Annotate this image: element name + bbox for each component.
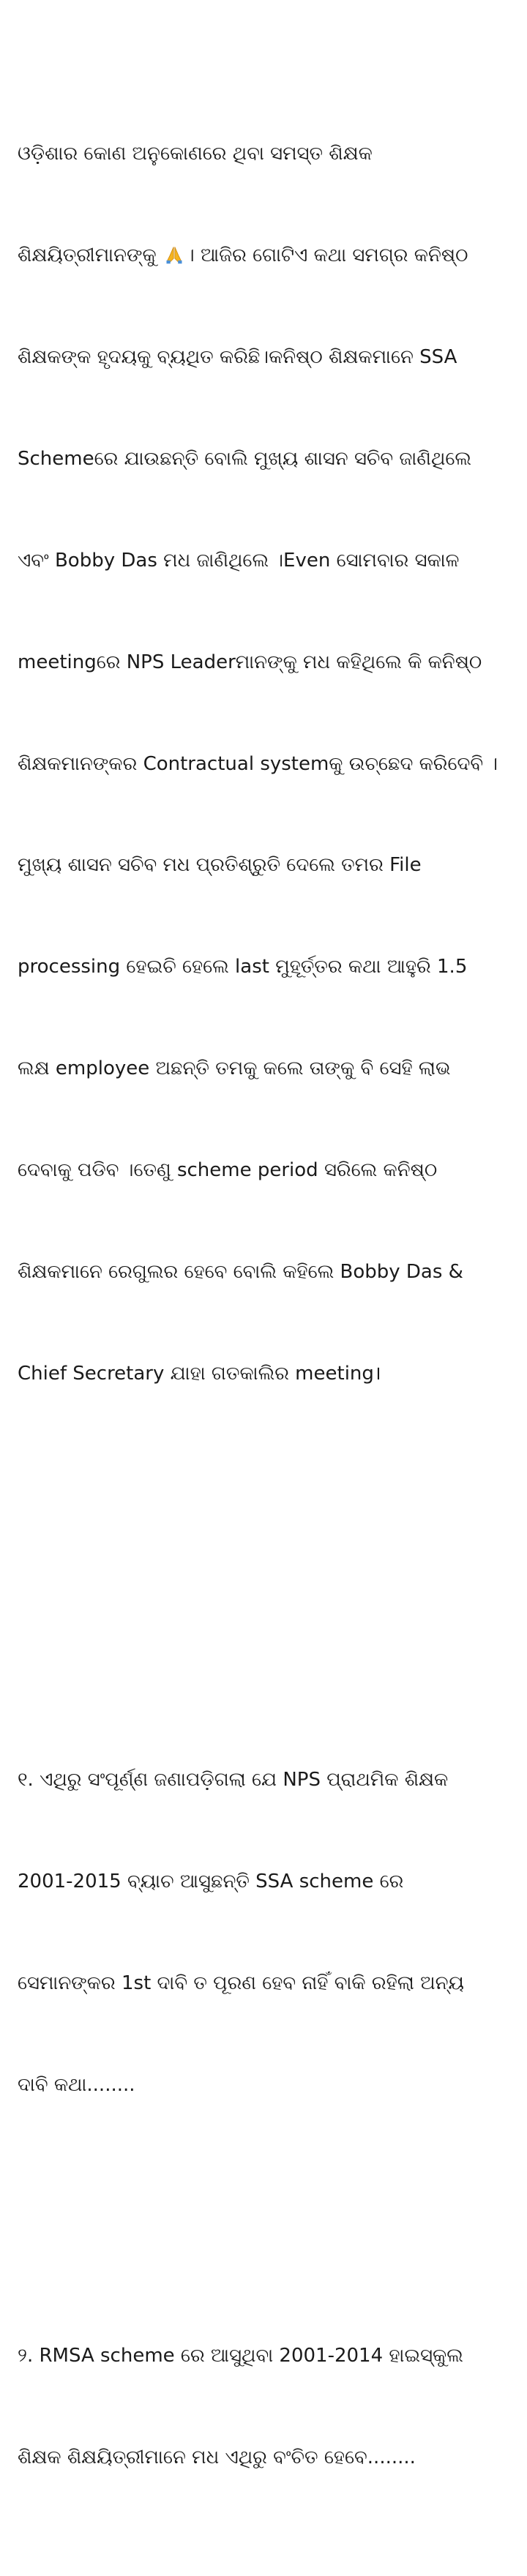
text-line: ଓଡ଼ିଶାର କୋଣ ଅନୁକୋଣରେ ଥିବା ସମସ୍ତ ଶିକ୍ଷକ: [18, 143, 373, 165]
paragraph-spacer: [18, 1560, 515, 1594]
text-line: ଲକ୍ଷ employee ଅଛନ୍ତି ତମକୁ କଲେ ତାଙ୍କୁ ବି ସେହି ଲାଭ: [18, 1057, 451, 1080]
text-line: 2001-2015 ବ୍ୟାଚ ଆସୁଛନ୍ତି SSA scheme ରେ: [18, 1871, 404, 1893]
text-line: Chief Secretary ଯାହା ଗତକାଲିର meeting।: [18, 1362, 381, 1385]
text-line: Schemeରେ ଯାଉଛନ୍ତି ବୋଲି ମୁଖ୍ୟ ଶାସନ ସଚିବ ଜାଣିଥିଲେ: [18, 447, 472, 470]
text-line: meetingରେ NPS Leaderମାନଙ୍କୁ ମଧ କହିଥିଲେ କି କନିଷ୍ଠ: [18, 651, 482, 673]
text-fragment: । ଆଜିର ଗୋଟିଏ କଥା ସମଗ୍ର କନିଷ୍ଠ: [186, 244, 468, 267]
text-line: ଶିକ୍ଷକମାନେ ରେଗୁଲର ହେବେ ବୋଲି କହିଲେ Bobby Das &: [18, 1260, 463, 1283]
folded-hands-icon: [164, 244, 184, 265]
text-line: [18, 239, 515, 272]
text-line: ସେମାନଙ୍କର 1st ଦାବି ତ ପୂରଣ ହେବ ନାହିଁ ବାକି ରହିଲା ଅନ୍ୟ: [18, 1972, 464, 1994]
intro-paragraph: [18, 70, 515, 1459]
text-line: ଏବଂ Bobby Das ମଧ ଜାଣିଥିଲେ ।Even ସୋମବାର ସକାଳ: [18, 549, 460, 572]
text-line: ୨. RMSA scheme ରେ ଆସୁଥିବା 2001-2014 ହାଇସ୍କୁଲ: [18, 2345, 463, 2367]
text-line: ମୁଖ୍ୟ ଶାସନ ସଚିବ ମଧ ପ୍ରତିଶ୍ରୁତି ଦେଲେ ତମର File: [18, 854, 422, 877]
post-body: [18, 1, 515, 2576]
text-fragment: ଶିକ୍ଷୟିତ୍ରୀମାନଙ୍କୁ: [18, 244, 163, 267]
text-line: ଶିକ୍ଷକମାନଙ୍କର Contractual systemକୁ ଉଚ୍ଛେଦ କରିଦେବି ।: [18, 752, 498, 775]
text-line: ଦାବି କଥା........: [18, 2073, 135, 2096]
text-line: ୧. ଏଥିରୁ ସଂପୂର୍ଣ୍ଣ ଜଣାପଡ଼ିଗଲା ଯେ NPS ପ୍ରାଥମିକ ଶିକ୍ଷକ: [18, 1769, 449, 1791]
text-line: ଶିକ୍ଷକ ଶିକ୍ଷୟିତ୍ରୀମାନେ ମଧ ଏଥିରୁ ବଂଚିତ ହେବେ........: [18, 2446, 416, 2469]
point-1: [18, 1696, 515, 2170]
point-2: [18, 2272, 515, 2542]
text-line: ଶିକ୍ଷକଙ୍କ ହୃଦୟକୁ ବ୍ୟଥିତ କରିଛି।କନିଷ୍ଠ ଶିକ୍ଷକମାନେ SSA: [18, 345, 457, 368]
text-line: processing ହେଇଚି ହେଲେ last ମୁହୂର୍ତ୍ତର କଥା ଆହୁରି 1.5: [18, 956, 468, 978]
text-line: ଦେବାକୁ ପଡିବ ।ତେଣୁ scheme period ସରିଲେ କନିଷ୍ଠ: [18, 1159, 438, 1182]
